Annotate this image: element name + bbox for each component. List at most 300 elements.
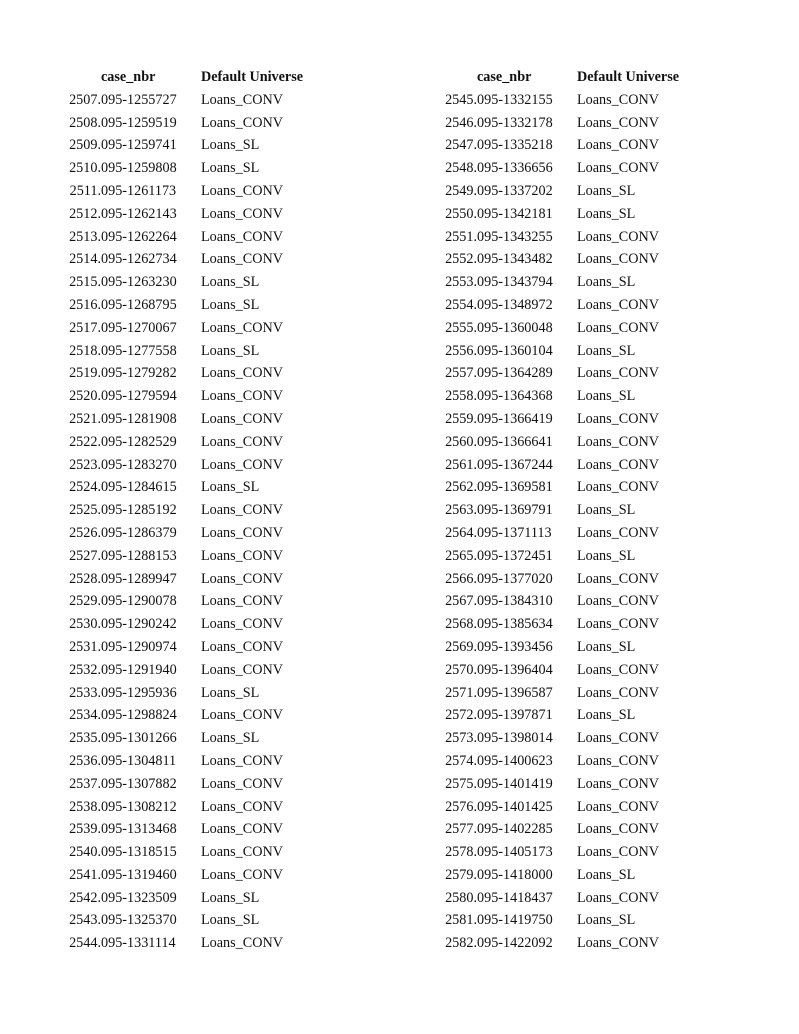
table-row <box>55 454 341 477</box>
case-nbr-cell: 095-1385634 <box>477 616 553 633</box>
table-row <box>431 727 717 750</box>
table-row <box>431 932 717 955</box>
row-number: 2517. <box>69 319 101 336</box>
table-row <box>55 112 341 135</box>
case-nbr-cell: 095-1348972 <box>477 296 553 313</box>
case-nbr-cell: 095-1418000 <box>477 866 553 883</box>
case-nbr-cell: 095-1290974 <box>101 638 177 655</box>
table-row <box>55 887 341 910</box>
case-nbr-cell: 095-1286379 <box>101 524 177 541</box>
row-number: 2528. <box>69 570 101 587</box>
row-number: 2543. <box>69 912 101 929</box>
row-number: 2526. <box>69 524 101 541</box>
row-number: 2518. <box>69 342 101 359</box>
default-universe-cell: Loans_SL <box>577 388 636 405</box>
default-universe-cell: Loans_SL <box>201 479 260 496</box>
case-nbr-cell: 095-1405173 <box>477 844 553 861</box>
row-number: 2574. <box>445 752 477 769</box>
default-universe-cell: Loans_SL <box>577 182 636 199</box>
table-row <box>431 134 717 157</box>
table-row <box>55 340 341 363</box>
default-universe-cell: Loans_SL <box>577 502 636 519</box>
case-nbr-cell: 095-1308212 <box>101 798 177 815</box>
default-universe-cell: Loans_CONV <box>201 433 283 450</box>
default-universe-cell: Loans_CONV <box>201 251 283 268</box>
case-nbr-cell: 095-1372451 <box>477 547 553 564</box>
table-row <box>431 909 717 932</box>
case-nbr-cell: 095-1319460 <box>101 866 177 883</box>
row-number: 2541. <box>69 866 101 883</box>
row-number: 2533. <box>69 684 101 701</box>
table-row <box>55 659 341 682</box>
row-number: 2568. <box>445 616 477 633</box>
case-nbr-cell: 095-1323509 <box>101 889 177 906</box>
default-universe-cell: Loans_SL <box>201 684 260 701</box>
row-number: 2551. <box>445 228 477 245</box>
default-universe-cell: Loans_SL <box>201 730 260 747</box>
case-nbr-cell: 095-1295936 <box>101 684 177 701</box>
default-universe-cell: Loans_CONV <box>577 616 659 633</box>
table-row <box>431 454 717 477</box>
row-number: 2509. <box>69 137 101 154</box>
row-number: 2545. <box>445 91 477 108</box>
default-universe-cell: Loans_CONV <box>201 114 283 131</box>
table-row <box>55 568 341 591</box>
case-nbr-cell: 095-1364289 <box>477 365 553 382</box>
table-row <box>55 431 341 454</box>
table-row <box>431 613 717 636</box>
default-universe-header: Default Universe <box>201 69 304 85</box>
table-row <box>55 89 341 112</box>
default-universe-cell: Loans_CONV <box>201 205 283 222</box>
table-row <box>431 180 717 203</box>
case-nbr-cell: 095-1343794 <box>477 274 553 291</box>
case-nbr-cell: 095-1422092 <box>477 935 553 952</box>
case-nbr-cell: 095-1337202 <box>477 182 553 199</box>
table-row <box>431 294 717 317</box>
case-nbr-cell: 095-1277558 <box>101 342 177 359</box>
row-number: 2565. <box>445 547 477 564</box>
left-table-column <box>55 66 341 955</box>
row-number: 2571. <box>445 684 477 701</box>
row-number: 2510. <box>69 160 101 177</box>
table-row <box>55 704 341 727</box>
row-number: 2512. <box>69 205 101 222</box>
table-row <box>55 932 341 955</box>
case-nbr-cell: 095-1402285 <box>477 821 553 838</box>
table-row <box>55 636 341 659</box>
table-row <box>431 362 717 385</box>
default-universe-cell: Loans_CONV <box>577 456 659 473</box>
case-nbr-header: case_nbr <box>477 69 532 85</box>
row-number: 2536. <box>69 752 101 769</box>
row-number: 2578. <box>445 844 477 861</box>
default-universe-header: Default Universe <box>577 69 680 85</box>
row-number: 2575. <box>445 775 477 792</box>
case-nbr-cell: 095-1398014 <box>477 730 553 747</box>
default-universe-cell: Loans_CONV <box>577 821 659 838</box>
default-universe-cell: Loans_CONV <box>577 251 659 268</box>
row-number: 2570. <box>445 661 477 678</box>
table-row <box>431 864 717 887</box>
default-universe-cell: Loans_SL <box>201 274 260 291</box>
default-universe-cell: Loans_CONV <box>201 319 283 336</box>
row-number: 2552. <box>445 251 477 268</box>
row-number: 2573. <box>445 730 477 747</box>
default-universe-cell: Loans_SL <box>577 205 636 222</box>
row-number: 2548. <box>445 160 477 177</box>
table-row <box>55 226 341 249</box>
right-table-body <box>431 89 717 955</box>
row-number: 2576. <box>445 798 477 815</box>
row-number: 2513. <box>69 228 101 245</box>
default-universe-cell: Loans_CONV <box>201 228 283 245</box>
default-universe-cell: Loans_CONV <box>577 433 659 450</box>
default-universe-cell: Loans_CONV <box>577 730 659 747</box>
table-row <box>55 750 341 773</box>
row-number: 2564. <box>445 524 477 541</box>
case-nbr-cell: 095-1262264 <box>101 228 177 245</box>
table-row <box>431 636 717 659</box>
row-number: 2521. <box>69 410 101 427</box>
case-nbr-cell: 095-1343255 <box>477 228 553 245</box>
row-number: 2524. <box>69 479 101 496</box>
default-universe-cell: Loans_SL <box>201 137 260 154</box>
row-number: 2567. <box>445 593 477 610</box>
table-row <box>55 727 341 750</box>
case-nbr-cell: 095-1418437 <box>477 889 553 906</box>
row-number: 2535. <box>69 730 101 747</box>
default-universe-cell: Loans_CONV <box>577 319 659 336</box>
case-nbr-cell: 095-1396404 <box>477 661 553 678</box>
default-universe-cell: Loans_CONV <box>201 365 283 382</box>
case-nbr-cell: 095-1343482 <box>477 251 553 268</box>
default-universe-cell: Loans_CONV <box>577 137 659 154</box>
row-number: 2534. <box>69 707 101 724</box>
default-universe-cell: Loans_SL <box>577 342 636 359</box>
case-nbr-cell: 095-1284615 <box>101 479 177 496</box>
table-row <box>55 545 341 568</box>
case-nbr-cell: 095-1332155 <box>477 91 553 108</box>
row-number: 2515. <box>69 274 101 291</box>
table-row <box>55 362 341 385</box>
default-universe-cell: Loans_CONV <box>201 502 283 519</box>
case-nbr-cell: 095-1360048 <box>477 319 553 336</box>
table-row <box>431 385 717 408</box>
table-row <box>55 385 341 408</box>
row-number: 2555. <box>445 319 477 336</box>
default-universe-cell: Loans_CONV <box>577 365 659 382</box>
default-universe-cell: Loans_CONV <box>201 752 283 769</box>
table-row <box>431 499 717 522</box>
case-nbr-cell: 095-1262143 <box>101 205 177 222</box>
table-row <box>431 750 717 773</box>
table-row <box>431 226 717 249</box>
case-nbr-cell: 095-1307882 <box>101 775 177 792</box>
row-number: 2581. <box>445 912 477 929</box>
case-nbr-cell: 095-1270067 <box>101 319 177 336</box>
case-nbr-header: case_nbr <box>101 69 156 85</box>
case-nbr-cell: 095-1259808 <box>101 160 177 177</box>
left-case-table <box>55 66 341 955</box>
table-row <box>55 590 341 613</box>
case-nbr-cell: 095-1419750 <box>477 912 553 929</box>
table-row <box>55 499 341 522</box>
row-number: 2557. <box>445 365 477 382</box>
default-universe-cell: Loans_CONV <box>201 182 283 199</box>
row-number: 2527. <box>69 547 101 564</box>
case-nbr-cell: 095-1259741 <box>101 137 177 154</box>
row-number: 2514. <box>69 251 101 268</box>
table-row <box>431 157 717 180</box>
case-nbr-cell: 095-1261173 <box>101 182 177 199</box>
case-nbr-cell: 095-1279594 <box>101 388 177 405</box>
case-nbr-cell: 095-1318515 <box>101 844 177 861</box>
case-nbr-cell: 095-1377020 <box>477 570 553 587</box>
case-nbr-cell: 095-1282529 <box>101 433 177 450</box>
row-number: 2580. <box>445 889 477 906</box>
default-universe-cell: Loans_CONV <box>201 775 283 792</box>
table-row <box>431 476 717 499</box>
default-universe-cell: Loans_CONV <box>577 684 659 701</box>
table-row <box>431 704 717 727</box>
default-universe-cell: Loans_CONV <box>577 228 659 245</box>
default-universe-cell: Loans_SL <box>577 638 636 655</box>
case-nbr-cell: 095-1384310 <box>477 593 553 610</box>
default-universe-cell: Loans_CONV <box>577 661 659 678</box>
table-row <box>431 89 717 112</box>
table-row <box>431 545 717 568</box>
row-number: 2531. <box>69 638 101 655</box>
case-nbr-cell: 095-1335218 <box>477 137 553 154</box>
default-universe-cell: Loans_CONV <box>201 798 283 815</box>
case-nbr-cell: 095-1396587 <box>477 684 553 701</box>
table-row <box>431 887 717 910</box>
row-number: 2529. <box>69 593 101 610</box>
default-universe-cell: Loans_SL <box>577 547 636 564</box>
default-universe-cell: Loans_CONV <box>201 616 283 633</box>
row-number: 2582. <box>445 935 477 952</box>
case-nbr-cell: 095-1342181 <box>477 205 553 222</box>
default-universe-cell: Loans_CONV <box>201 593 283 610</box>
right-header-row <box>431 66 717 89</box>
case-nbr-cell: 095-1369581 <box>477 479 553 496</box>
right-table-column <box>431 66 717 955</box>
row-number: 2562. <box>445 479 477 496</box>
row-number: 2522. <box>69 433 101 450</box>
table-row <box>55 613 341 636</box>
table-row <box>431 522 717 545</box>
default-universe-cell: Loans_CONV <box>577 844 659 861</box>
table-row <box>431 203 717 226</box>
table-row <box>431 590 717 613</box>
case-nbr-cell: 095-1255727 <box>101 91 177 108</box>
case-nbr-cell: 095-1325370 <box>101 912 177 929</box>
table-row <box>431 682 717 705</box>
case-nbr-cell: 095-1281908 <box>101 410 177 427</box>
table-row <box>431 568 717 591</box>
row-number: 2538. <box>69 798 101 815</box>
case-nbr-cell: 095-1268795 <box>101 296 177 313</box>
table-row <box>431 248 717 271</box>
row-number: 2559. <box>445 410 477 427</box>
default-universe-cell: Loans_CONV <box>201 91 283 108</box>
left-table-body <box>55 89 341 955</box>
default-universe-cell: Loans_CONV <box>577 114 659 131</box>
case-nbr-cell: 095-1290078 <box>101 593 177 610</box>
default-universe-cell: Loans_CONV <box>201 821 283 838</box>
case-nbr-cell: 095-1401419 <box>477 775 553 792</box>
default-universe-cell: Loans_CONV <box>201 524 283 541</box>
case-nbr-cell: 095-1397871 <box>477 707 553 724</box>
case-nbr-cell: 095-1279282 <box>101 365 177 382</box>
default-universe-cell: Loans_CONV <box>201 866 283 883</box>
table-row <box>431 112 717 135</box>
case-nbr-cell: 095-1301266 <box>101 730 177 747</box>
case-nbr-cell: 095-1331114 <box>101 935 176 952</box>
table-row <box>431 659 717 682</box>
default-universe-cell: Loans_SL <box>577 866 636 883</box>
case-nbr-cell: 095-1364368 <box>477 388 553 405</box>
default-universe-cell: Loans_CONV <box>577 410 659 427</box>
table-row <box>55 522 341 545</box>
default-universe-cell: Loans_CONV <box>201 638 283 655</box>
table-row <box>55 682 341 705</box>
default-universe-cell: Loans_CONV <box>201 410 283 427</box>
case-nbr-cell: 095-1400623 <box>477 752 553 769</box>
table-row <box>431 317 717 340</box>
table-row <box>431 271 717 294</box>
row-number: 2560. <box>445 433 477 450</box>
table-row <box>55 476 341 499</box>
row-number: 2530. <box>69 616 101 633</box>
default-universe-cell: Loans_CONV <box>577 524 659 541</box>
row-number: 2544. <box>69 935 101 952</box>
row-number: 2539. <box>69 821 101 838</box>
default-universe-cell: Loans_CONV <box>577 479 659 496</box>
row-number: 2563. <box>445 502 477 519</box>
default-universe-cell: Loans_CONV <box>577 935 659 952</box>
row-number: 2572. <box>445 707 477 724</box>
default-universe-cell: Loans_CONV <box>577 160 659 177</box>
default-universe-cell: Loans_CONV <box>577 570 659 587</box>
row-number: 2523. <box>69 456 101 473</box>
table-row <box>55 271 341 294</box>
row-number: 2542. <box>69 889 101 906</box>
table-row <box>55 818 341 841</box>
row-number: 2554. <box>445 296 477 313</box>
case-nbr-cell: 095-1285192 <box>101 502 177 519</box>
case-nbr-cell: 095-1313468 <box>101 821 177 838</box>
case-nbr-cell: 095-1332178 <box>477 114 553 131</box>
case-nbr-cell: 095-1289947 <box>101 570 177 587</box>
row-number: 2546. <box>445 114 477 131</box>
row-number: 2511. <box>69 182 101 199</box>
default-universe-cell: Loans_CONV <box>201 707 283 724</box>
default-universe-cell: Loans_CONV <box>577 752 659 769</box>
row-number: 2520. <box>69 388 101 405</box>
table-row <box>55 773 341 796</box>
case-nbr-cell: 095-1288153 <box>101 547 177 564</box>
default-universe-cell: Loans_SL <box>201 342 260 359</box>
table-row <box>55 796 341 819</box>
default-universe-cell: Loans_SL <box>201 296 260 313</box>
table-row <box>55 157 341 180</box>
case-nbr-cell: 095-1262734 <box>101 251 177 268</box>
default-universe-cell: Loans_SL <box>577 912 636 929</box>
row-number-header <box>431 66 477 89</box>
default-universe-cell: Loans_SL <box>201 889 260 906</box>
default-universe-cell: Loans_CONV <box>201 661 283 678</box>
row-number: 2579. <box>445 866 477 883</box>
right-case-table <box>431 66 717 955</box>
case-nbr-cell: 095-1366419 <box>477 410 553 427</box>
row-number: 2550. <box>445 205 477 222</box>
default-universe-cell: Loans_CONV <box>577 798 659 815</box>
case-nbr-cell: 095-1336656 <box>477 160 553 177</box>
table-row <box>55 134 341 157</box>
default-universe-cell: Loans_CONV <box>577 889 659 906</box>
default-universe-cell: Loans_CONV <box>201 935 283 952</box>
row-number: 2558. <box>445 388 477 405</box>
case-nbr-cell: 095-1367244 <box>477 456 553 473</box>
row-number: 2532. <box>69 661 101 678</box>
row-number: 2556. <box>445 342 477 359</box>
case-nbr-cell: 095-1283270 <box>101 456 177 473</box>
table-row <box>55 864 341 887</box>
row-number: 2577. <box>445 821 477 838</box>
table-row <box>431 408 717 431</box>
row-number: 2547. <box>445 137 477 154</box>
row-number: 2525. <box>69 502 101 519</box>
default-universe-cell: Loans_CONV <box>201 456 283 473</box>
row-number: 2566. <box>445 570 477 587</box>
row-number: 2561. <box>445 456 477 473</box>
row-number: 2519. <box>69 365 101 382</box>
default-universe-cell: Loans_SL <box>201 912 260 929</box>
default-universe-cell: Loans_SL <box>577 707 636 724</box>
table-row <box>55 203 341 226</box>
table-row <box>431 818 717 841</box>
row-number: 2508. <box>69 114 101 131</box>
case-nbr-cell: 095-1291940 <box>101 661 177 678</box>
table-row <box>431 773 717 796</box>
case-nbr-cell: 095-1366641 <box>477 433 553 450</box>
row-number: 2540. <box>69 844 101 861</box>
default-universe-cell: Loans_CONV <box>577 775 659 792</box>
case-nbr-cell: 095-1360104 <box>477 342 553 359</box>
table-row <box>431 841 717 864</box>
table-row <box>55 909 341 932</box>
row-number: 2516. <box>69 296 101 313</box>
default-universe-cell: Loans_CONV <box>201 844 283 861</box>
case-nbr-cell: 095-1369791 <box>477 502 553 519</box>
case-nbr-cell: 095-1304811 <box>101 752 177 769</box>
row-number: 2569. <box>445 638 477 655</box>
default-universe-cell: Loans_CONV <box>577 296 659 313</box>
case-nbr-cell: 095-1259519 <box>101 114 177 131</box>
table-row <box>55 317 341 340</box>
case-nbr-cell: 095-1371113 <box>477 524 552 541</box>
default-universe-cell: Loans_CONV <box>577 91 659 108</box>
default-universe-cell: Loans_CONV <box>201 388 283 405</box>
row-number: 2537. <box>69 775 101 792</box>
case-nbr-cell: 095-1263230 <box>101 274 177 291</box>
table-row <box>55 294 341 317</box>
table-row <box>55 248 341 271</box>
default-universe-cell: Loans_SL <box>577 274 636 291</box>
table-row <box>431 796 717 819</box>
